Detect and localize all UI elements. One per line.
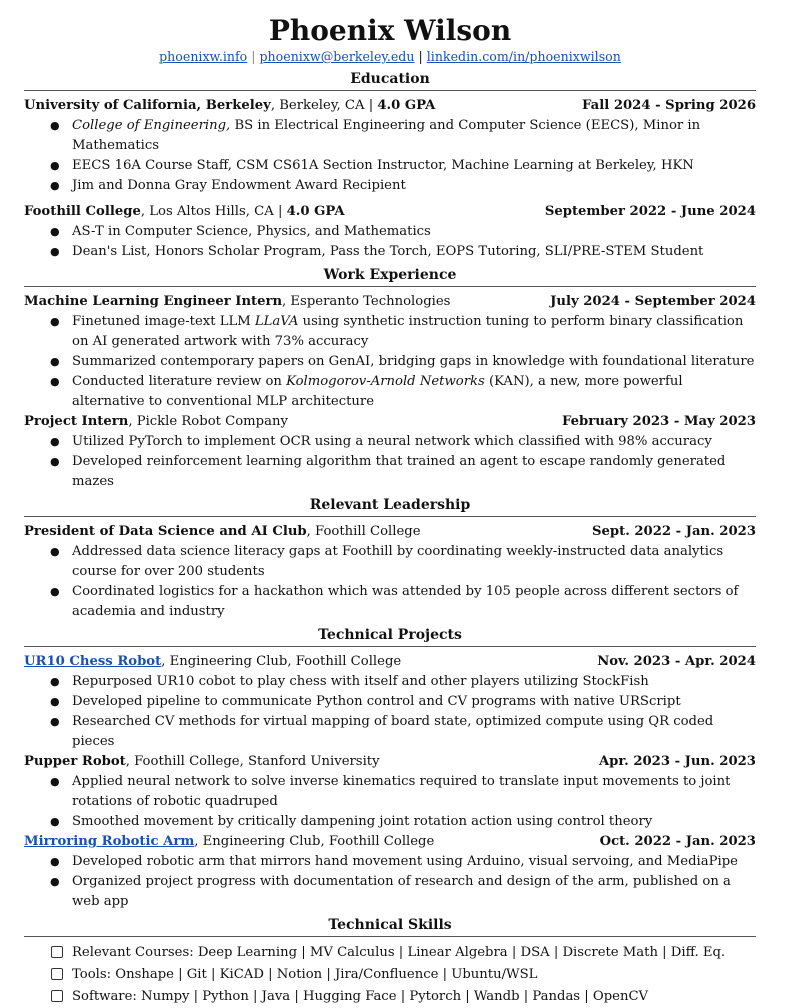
section-title-leadership: Relevant Leadership: [24, 496, 756, 517]
entry-header: [24, 832, 756, 852]
skill-item-tools: Tools: Onshape | Git | KiCAD | Notion | Jira/Confluence | Ubuntu/WSL: [72, 964, 756, 986]
bullet-item: ● Jim and Donna Gray Endowment Award Recipient: [72, 176, 756, 196]
section-title-skills: Technical Skills: [24, 916, 756, 937]
skills-list: [24, 942, 756, 1008]
project-org: , Foothill College, Stanford University: [125, 754, 380, 769]
bullet-item: ● Utilized PyTorch to implement OCR using a neural network which classified with 98% accuracy: [72, 432, 756, 452]
entry-header: [24, 96, 756, 116]
leadership-role: President of Data Science and AI Club: [24, 524, 307, 539]
education-entry: [24, 96, 756, 196]
education-entry: [24, 202, 756, 262]
contact-line: [24, 48, 756, 66]
project-org: , Engineering Club, Foothill College: [161, 654, 402, 669]
project-entry: [24, 652, 756, 752]
entry-dates: February 2023 - May 2023: [562, 414, 756, 429]
work-entry: [24, 292, 756, 412]
bullet-item: ● Developed reinforcement learning algorithm that trained an agent to escape randomly generated mazes: [72, 452, 756, 492]
entry-dates: September 2022 - June 2024: [544, 204, 756, 219]
contact-separator: |: [418, 49, 423, 64]
bullet-item: ● Developed robotic arm that mirrors hand movement using Arduino, visual servoing, and MediaPipe: [72, 852, 756, 872]
bullet-item: ● Coordinated logistics for a hackathon which was attended by 105 people across different sectors of academia and industry: [72, 582, 756, 622]
bullet-item: ● Smoothed movement by critically dampening joint rotation action using control theory: [72, 812, 756, 832]
bullet-item: ● Addressed data science literacy gaps at Foothill by coordinating weekly-instructed data analytics course for over 200 students: [72, 542, 756, 582]
bullet-item: ● College of Engineering, BS in Electrical Engineering and Computer Science (EECS), Minor in Mathematics: [72, 116, 756, 156]
bullet-item: ● Dean's List, Honors Scholar Program, Pass the Torch, EOPS Tutoring, SLI/PRE-STEM Student: [72, 242, 756, 262]
job-role: Machine Learning Engineer Intern: [24, 294, 283, 309]
company-name: , Esperanto Technologies: [282, 294, 451, 309]
bullet-item: ● Finetuned image-text LLM LLaVA using synthetic instruction tuning to perform binary classification on AI generated artwork with 73% accuracy: [72, 312, 756, 352]
contact-separator: |: [251, 49, 256, 64]
resume-page: [24, 0, 756, 1008]
institution-name: University of California, Berkeley: [24, 98, 271, 113]
project-link-mirroring-robotic-arm[interactable]: Mirroring Robotic Arm: [24, 834, 195, 849]
entry-header: [24, 292, 756, 312]
institution-location: , Berkeley, CA |: [270, 98, 378, 113]
website-link[interactable]: phoenixw.info: [159, 49, 248, 64]
entry-header: [24, 522, 756, 542]
project-org: , Engineering Club, Foothill College: [194, 834, 435, 849]
section-title-projects: Technical Projects: [24, 626, 756, 647]
entry-header: [24, 412, 756, 432]
bullet-item: ● Applied neural network to solve inverse kinematics required to translate input movements to joint rotations of robotic quadruped: [72, 772, 756, 812]
bullet-item: ● Developed pipeline to communicate Python control and CV programs with native URScript: [72, 692, 756, 712]
institution-name: Foothill College: [24, 204, 141, 219]
entry-header: [24, 752, 756, 772]
company-name: , Pickle Robot Company: [128, 414, 288, 429]
entry-dates: Apr. 2023 - Jun. 2023: [598, 754, 756, 769]
entry-header: [24, 652, 756, 672]
bullet-item: ● Researched CV methods for virtual mapping of board state, optimized compute using QR coded pieces: [72, 712, 756, 752]
project-entry: [24, 752, 756, 832]
gpa: 4.0 GPA: [286, 204, 345, 219]
entry-header: [24, 202, 756, 222]
bullet-item: ● Summarized contemporary papers on GenAI, bridging gaps in knowledge with foundational literature: [72, 352, 756, 372]
institution-location: , Los Altos Hills, CA |: [140, 204, 287, 219]
job-role: Project Intern: [24, 414, 129, 429]
project-entry: [24, 832, 756, 912]
work-entry: [24, 412, 756, 492]
bullet-item: ● Organized project progress with documentation of research and design of the arm, published on a web app: [72, 872, 756, 912]
email-link[interactable]: phoenixw@berkeley.edu: [259, 49, 415, 64]
section-title-education: Education: [24, 70, 756, 91]
bullet-item: ● EECS 16A Course Staff, CSM CS61A Section Instructor, Machine Learning at Berkeley, HKN: [72, 156, 756, 176]
linkedin-link[interactable]: linkedin.com/in/phoenixwilson: [426, 49, 621, 64]
skill-item-courses: Relevant Courses: Deep Learning | MV Calculus | Linear Algebra | DSA | Discrete Math | Diff. Eq.: [72, 942, 756, 964]
project-name: Pupper Robot: [24, 754, 126, 769]
bullet-item: ● AS-T in Computer Science, Physics, and Mathematics: [72, 222, 756, 242]
entry-dates: Sept. 2022 - Jan. 2023: [591, 524, 756, 539]
gpa: 4.0 GPA: [377, 98, 436, 113]
entry-dates: Nov. 2023 - Apr. 2024: [597, 654, 756, 669]
section-title-work: Work Experience: [24, 266, 756, 287]
organization-name: , Foothill College: [306, 524, 421, 539]
candidate-name: Phoenix Wilson: [268, 14, 512, 47]
bullet-item: ● Repurposed UR10 cobot to play chess with itself and other players utilizing StockFish: [72, 672, 756, 692]
entry-dates: Fall 2024 - Spring 2026: [582, 98, 756, 113]
project-link-ur10-chess-robot[interactable]: UR10 Chess Robot: [24, 654, 162, 669]
leadership-entry: [24, 522, 756, 622]
entry-dates: July 2024 - September 2024: [550, 294, 756, 309]
skill-item-software: Software: Numpy | Python | Java | Hugging Face | Pytorch | Wandb | Pandas | OpenCV: [72, 986, 756, 1008]
bullet-item: ● Conducted literature review on Kolmogorov-Arnold Networks (KAN), a new, more powerful alternative to conventional MLP architecture: [72, 372, 756, 412]
entry-dates: Oct. 2022 - Jan. 2023: [599, 834, 756, 849]
